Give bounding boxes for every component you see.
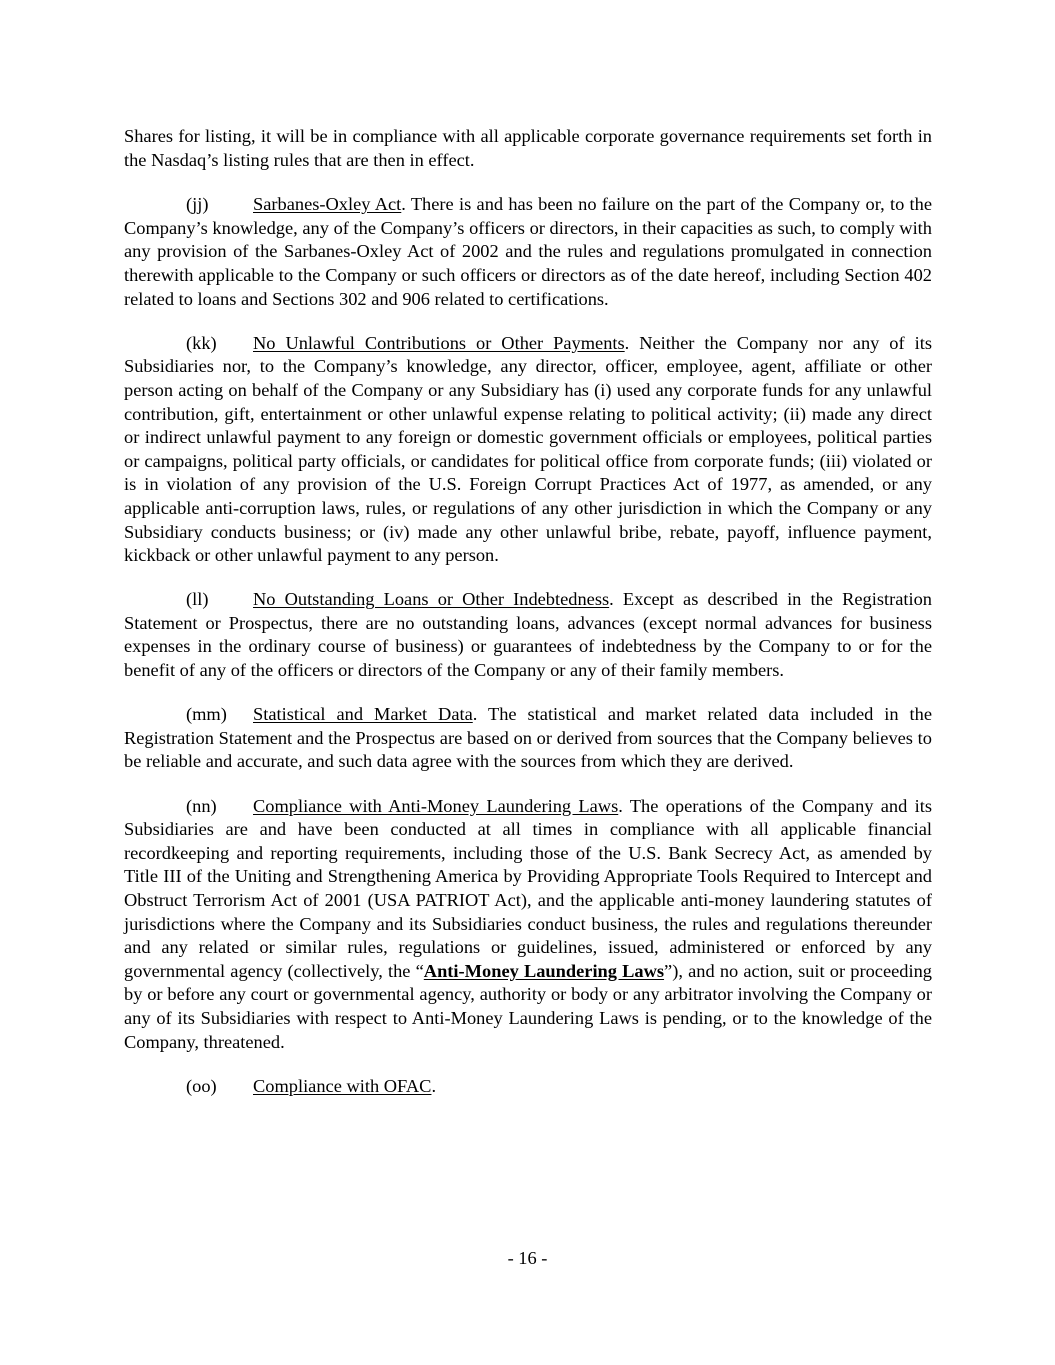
- page-number: - 16 -: [507, 1248, 548, 1268]
- section-body: .: [431, 1075, 437, 1096]
- section-label: (oo): [186, 1075, 217, 1096]
- section-heading: Compliance with Anti-Money Laundering Laws: [253, 795, 619, 816]
- section-heading: No Unlawful Contributions or Other Payments: [253, 332, 625, 353]
- section-body: . There is and has been no failure on the part of the Company or, to the Company’s knowledge, any of the Company’s officers or directors, in their capacities as such, to comply with any provision of the Sarbanes-Oxley Act of 2002 and the rules and regulations promulgated in connection therewith applicable to the Company or such officers or directors as of the date hereof, including Section 402 related to loans and Sections 302 and 906 related to certifications.: [124, 194, 933, 309]
- section-body: . Neither the Company nor any of its Subsidiaries nor, to the Company’s knowledge, any director, officer, employee, agent, affiliate or other person acting on behalf of the Company or any Subsidiary has (i) used any corporate funds for any unlawful contribution, gift, entertainment or other unlawful expense relating to political activity; (ii) made any direct or indirect unlawful payment to any foreign or domestic government officials or employees, political parties or campaigns, political party officials, or candidates for political office from corporate funds; (iii) violated or is in violation of any provision of the U.S. Foreign Corrupt Practices Act of 1977, as amended, or any applicable anti-corruption laws, rules, or regulations of any other jurisdiction in which the Company or any Subsidiary conducts business; or (iv) made any other unlawful bribe, rebate, payoff, influence payment, kickback or other unlawful payment to any person.: [124, 332, 932, 566]
- section-heading: Statistical and Market Data: [253, 704, 473, 725]
- section-heading: No Outstanding Loans or Other Indebtedness: [253, 589, 610, 610]
- section-heading: Sarbanes-Oxley Act: [253, 194, 402, 215]
- section-body-continued: ”), and no action, suit or proceeding by or before any court or governmental agency, authority or body or any arbitrator involving the Company or any of its Subsidiaries with respect to Anti-Money Laundering Laws is pending, or to the knowledge of the Company, threatened.: [124, 960, 932, 1052]
- section-label: (ll): [186, 589, 209, 610]
- section-jj: [124, 193, 932, 311]
- intro-text: Shares for listing, it will be in compliance with all applicable corporate governance requirements set forth in the Nasdaq’s listing rules that are then in effect.: [124, 126, 932, 170]
- section-body: . The statistical and market related data included in the Registration Statement and the Prospectus are based on or derived from sources that the Company believes to be reliable and accurate, and such data agree with the sources from which they are derived.: [124, 704, 933, 772]
- section-mm: [124, 703, 932, 774]
- section-heading: Compliance with OFAC: [253, 1075, 432, 1096]
- section-label: (nn): [186, 795, 217, 816]
- section-ll: [124, 588, 932, 682]
- section-label: (jj): [186, 194, 209, 215]
- section-kk: [124, 332, 932, 568]
- section-body: . The operations of the Company and its Subsidiaries are and have been conducted at all times in compliance with all applicable financial recordkeeping and reporting requirements, including those of the U.S. Bank Secrecy Act, as amended by Title III of the Uniting and Strengthening America by Providing Appropriate Tools Required to Intercept and Obstruct Terrorism Act of 2001 (USA PATRIOT Act), and the applicable anti-money laundering statutes of jurisdictions where the Company and its Subsidiaries conduct business, the rules and regulations thereunder and any related or similar rules, regulations or guidelines, issued, administered or enforced by any governmental agency (collectively, the “: [124, 795, 932, 981]
- section-label: (mm): [186, 704, 227, 725]
- defined-term: Anti-Money Laundering Laws: [423, 960, 665, 981]
- document-page: [124, 125, 932, 1119]
- section-nn: [124, 795, 932, 1055]
- section-body: . Except as described in the Registration Statement or Prospectus, there are no outstanding loans, advances (except normal advances for business expenses in the ordinary course of business) or guarantees of indebtedness by the Company to or for the benefit of any of the officers or directors of the Company or any of their family members.: [124, 589, 932, 681]
- intro-paragraph: [124, 125, 932, 172]
- section-oo: [124, 1075, 932, 1099]
- section-label: (kk): [186, 332, 217, 353]
